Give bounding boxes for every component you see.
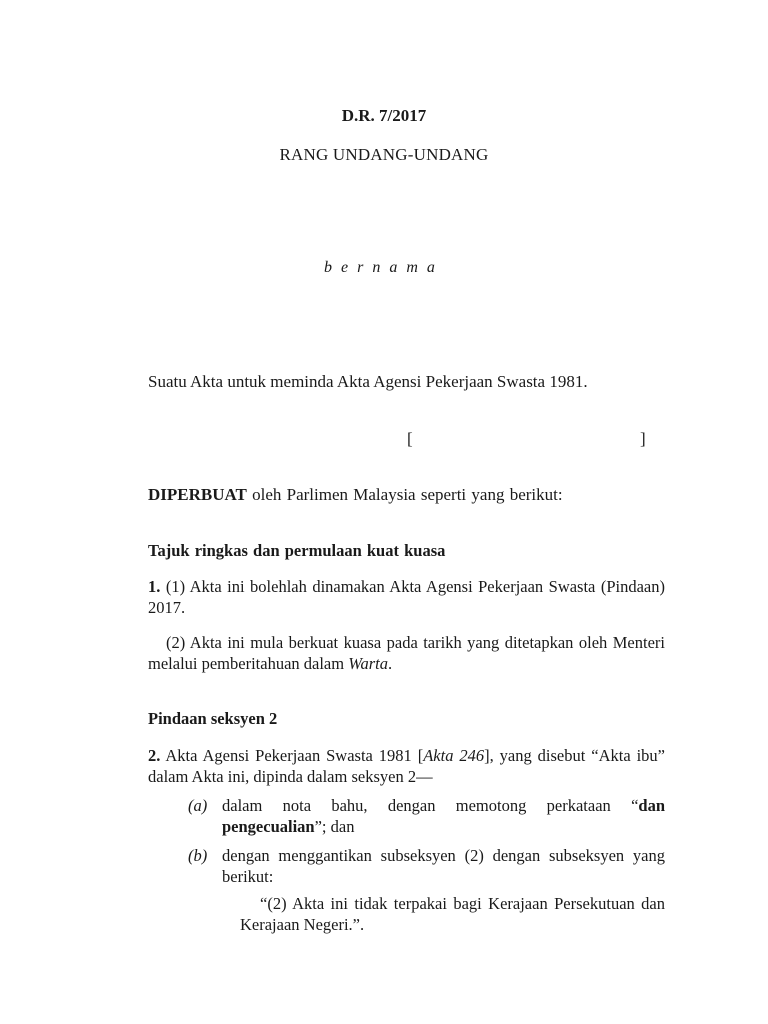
item-a-bold: dan pengecualian [222,796,665,836]
section-2-item-a [188,795,665,837]
section-2-item-b [188,845,665,887]
section-1-sub2-pre: (2) Akta ini mula berkuat kuasa pada tarikh yang ditetapkan oleh Menteri melalui pemberitahuan dalam [148,633,665,673]
section-2-heading: Pindaan seksyen 2 [148,709,278,728]
section-2-intro [148,745,665,787]
date-bracket-close: ] [640,429,646,448]
section-2-intro-pre: Akta Agensi Pekerjaan Swasta 1981 [ [160,746,424,765]
section-1-sub2-italic: Warta [348,654,388,673]
item-a-label: (a) [188,796,208,815]
section-1-sub1-text: (1) Akta ini bolehlah dinamakan Akta Agensi Pekerjaan Swasta (Pindaan) 2017. [148,577,665,617]
section-2-intro-italic: Akta 246 [423,746,485,765]
long-title: Suatu Akta untuk meminda Akta Agensi Pekerjaan Swasta 1981. [148,372,588,391]
section-1-sub2-post: . [387,654,393,673]
quote-text: “(2) Akta ini tidak terpakai bagi Kerajaan Persekutuan dan Kerajaan Negeri.”. [240,894,665,934]
section-1-subsection-1 [148,576,665,618]
item-a-post: ”; dan [314,817,355,836]
section-1-subsection-2 [148,632,665,674]
enacting-formula [148,484,563,505]
replacement-subsection-quote [240,893,665,935]
item-a-pre: dalam nota bahu, dengan memotong perkataan “ [222,796,639,815]
enacting-rest: oleh Parlimen Malaysia seperti yang berikut: [246,485,563,504]
item-b-label: (b) [188,846,208,865]
section-1-heading: Tajuk ringkas dan permulaan kuat kuasa [148,541,446,560]
section-1-number: 1. [148,577,161,596]
section-2-number: 2. [148,746,161,765]
date-bracket-open: [ [407,429,413,448]
bill-type: RANG UNDANG-UNDANG [279,145,489,164]
item-b-text: dengan menggantikan subseksyen (2) dengan subseksyen yang berikut: [222,846,665,886]
item-a-text [222,795,665,837]
section-2-intro-post: ], yang disebut “Akta ibu” dalam Akta ini, dipinda dalam seksyen 2— [148,746,665,786]
enacting-lead: DIPERBUAT [148,485,247,504]
bernama-label: bernama [324,259,444,276]
bill-number: D.R. 7/2017 [341,106,427,125]
